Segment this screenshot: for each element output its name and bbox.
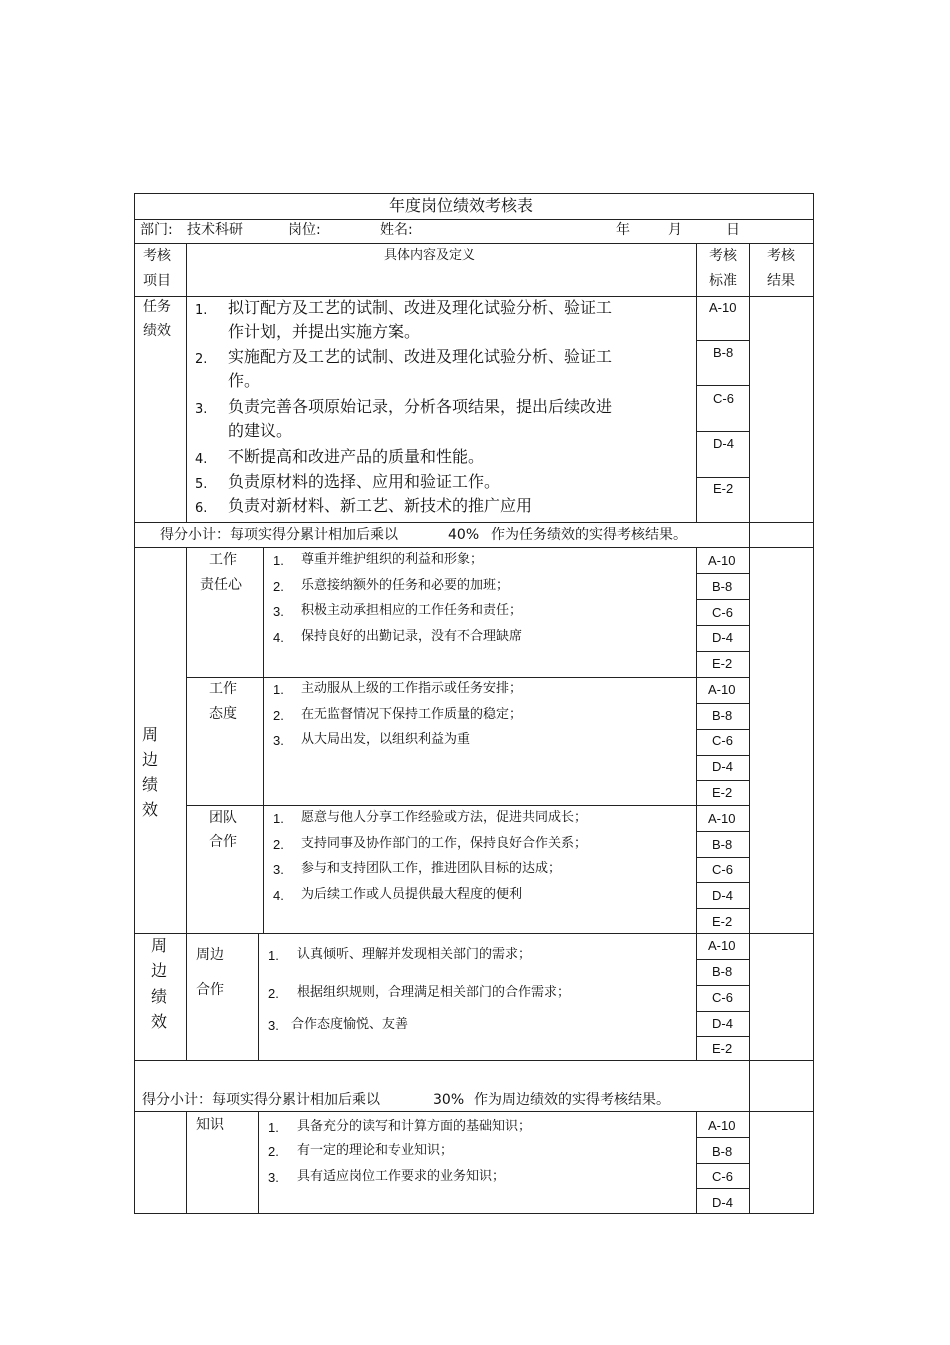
grade-label: C-6 [712,605,733,620]
list-item-num: 1. [273,811,284,826]
task-item-num: 2. [195,352,208,367]
list-item-num: 2. [273,837,284,852]
form-title: 年度岗位绩效考核表 [389,196,534,215]
list-item-num: 3. [273,862,284,877]
task-item-num: 6. [195,501,208,516]
list-item-num: 1. [268,1120,279,1135]
list-item-num: 3. [273,604,284,619]
peripheral-section-label: 周 [142,725,159,744]
teamwork-label-2: 合作 [209,834,237,850]
list-item-num: 2. [273,579,284,594]
peripheral-section-label: 边 [142,750,159,769]
peripheral2-section-label: 效 [151,1012,168,1031]
list-item: 积极主动承担相应的工作任务和责任； [301,603,523,618]
attitude-label-2: 态度 [209,706,237,722]
grade-label: A-10 [708,682,736,697]
task-subtotal-text: 得分小计：每项实得分累计相加后乘以 [160,527,398,543]
col-result-header-2: 结果 [767,273,795,289]
list-item-num: 1. [273,553,284,568]
list-item-num: 3. [268,1018,279,1033]
task-item-num: 5. [195,477,208,492]
cooperation-label-2: 合作 [196,982,224,998]
name-label: 姓名: [380,222,413,238]
list-item: 根据组织规则，合理满足相关部门的合作需求； [297,985,571,1000]
grade-label: C-6 [712,862,733,877]
grade-label: D-4 [712,1195,733,1210]
col-content-header: 具体内容及定义 [384,248,476,263]
list-item: 愿意与他人分享工作经验或方法，促进共同成长； [301,810,588,825]
col-result-header: 考核 [767,248,795,264]
grade-label: E-2 [713,481,734,496]
grade-label: D-4 [712,630,733,645]
list-item-num: 4. [273,630,284,645]
peripheral-subtotal-text: 得分小计：每项实得分累计相加后乘以 [142,1092,380,1108]
list-item: 具备充分的读写和计算方面的基础知识； [297,1119,532,1134]
list-item: 支持同事及协作部门的工作，保持良好合作关系； [301,836,588,851]
position-label: 岗位: [288,222,321,238]
grade-label: E-2 [712,785,733,800]
grade-label: D-4 [712,759,733,774]
teamwork-label: 团队 [209,810,237,826]
list-item-num: 3. [273,733,284,748]
task-section-label: 任务 [143,299,171,315]
task-subtotal-percent: 40% [448,527,480,543]
grade-label: A-10 [709,300,737,315]
list-item-num: 2. [268,986,279,1001]
grade-label: D-4 [713,436,734,451]
grade-label: E-2 [712,1041,733,1056]
col-standard-header-2: 标准 [709,273,737,289]
grade-label: A-10 [708,553,736,568]
task-item-num: 4. [195,452,208,467]
col-item-header-2: 项目 [143,273,171,289]
peripheral2-section-label: 周 [151,936,168,955]
grade-label: C-6 [712,1169,733,1184]
task-item-text-cont: 的建议。 [228,421,293,440]
task-item-text: 负责对新材料、新工艺、新技术的推广应用 [228,496,533,515]
task-item-text-cont: 作计划，并提出实施方案。 [228,322,421,341]
task-subtotal-suffix: 作为任务绩效的实得考核结果。 [491,527,687,543]
grade-label: A-10 [708,938,736,953]
list-item: 认真倾听、理解并发现相关部门的需求； [297,947,532,962]
grade-label: C-6 [712,990,733,1005]
task-item-num: 3. [195,402,208,417]
list-item: 乐意接纳额外的任务和必要的加班； [301,578,510,593]
peripheral-subtotal-percent: 30% [433,1092,465,1108]
grade-label: B-8 [712,1144,733,1159]
list-item: 在无监督情况下保持工作质量的稳定； [301,707,523,722]
grade-label: B-8 [713,345,734,360]
grade-label: E-2 [712,914,733,929]
list-item-num: 1. [273,682,284,697]
knowledge-label: 知识 [196,1117,224,1133]
list-item: 有一定的理论和专业知识； [297,1143,454,1158]
cooperation-label: 周边 [196,947,224,963]
month-label: 月 [668,222,682,238]
peripheral2-section-label: 绩 [151,987,168,1006]
peripheral-section-label: 效 [142,800,159,819]
grade-label: A-10 [708,1118,736,1133]
col-item-header: 考核 [143,248,171,264]
list-item-num: 3. [268,1170,279,1185]
peripheral-subtotal-suffix: 作为周边绩效的实得考核结果。 [474,1092,670,1108]
responsibility-label-2: 责任心 [200,577,242,593]
task-item-text: 负责原材料的选择、应用和验证工作。 [228,472,501,491]
list-item: 参与和支持团队工作，推进团队目标的达成； [301,861,562,876]
list-item-num: 2. [273,708,284,723]
peripheral-section-label: 绩 [142,775,159,794]
grade-label: E-2 [712,656,733,671]
list-item: 合作态度愉悦、友善 [291,1017,409,1032]
list-item-num: 2. [268,1144,279,1159]
peripheral2-section-label: 边 [151,961,168,980]
grade-label: B-8 [712,837,733,852]
list-item: 为后续工作或人员提供最大程度的便利 [301,887,523,902]
grade-label: C-6 [712,733,733,748]
list-item-num: 4. [273,888,284,903]
task-item-text: 不断提高和改进产品的质量和性能。 [228,447,485,466]
grade-label: C-6 [713,391,734,406]
task-item-text: 实施配方及工艺的试制、改进及理化试验分析、验证工 [228,347,613,366]
attitude-label: 工作 [209,681,237,697]
task-item-text: 负责完善各项原始记录，分析各项结果，提出后续改进 [228,397,613,416]
grade-label: D-4 [712,1016,733,1031]
task-item-text: 拟订配方及工艺的试制、改进及理化试验分析、验证工 [228,298,613,317]
grade-label: A-10 [708,811,736,826]
list-item: 尊重并维护组织的利益和形象； [301,552,484,567]
department-value: 技术科研 [187,222,243,238]
responsibility-label: 工作 [209,552,237,568]
list-item-num: 1. [268,948,279,963]
list-item: 保持良好的出勤记录，没有不合理缺席 [301,629,523,644]
department-label: 部门: [140,222,173,238]
col-standard-header: 考核 [709,248,737,264]
list-item: 主动服从上级的工作指示或任务安排； [301,681,523,696]
task-section-label-2: 绩效 [143,323,171,339]
year-label: 年 [616,222,630,238]
day-label: 日 [726,222,740,238]
grade-label: B-8 [712,708,733,723]
grade-label: B-8 [712,964,733,979]
task-item-text-cont: 作。 [228,371,261,390]
task-item-num: 1. [195,303,208,318]
list-item: 具有适应岗位工作要求的业务知识； [297,1169,506,1184]
list-item: 从大局出发，以组织利益为重 [301,732,471,747]
grade-label: D-4 [712,888,733,903]
grade-label: B-8 [712,579,733,594]
